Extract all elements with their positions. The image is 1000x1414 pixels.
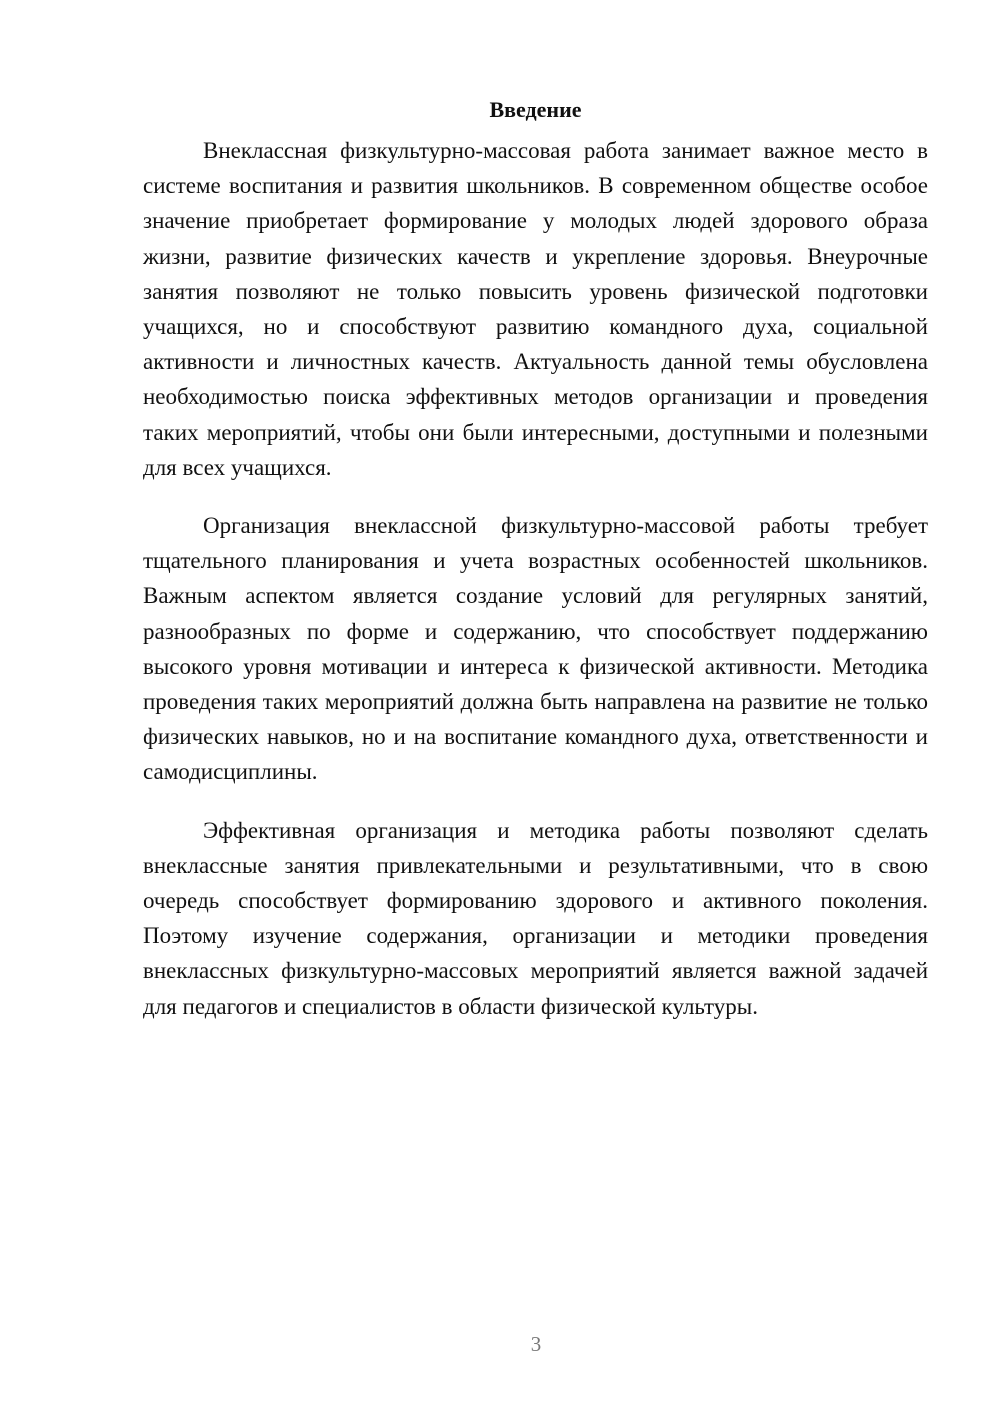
document-body <box>143 92 928 1047</box>
section-title: Введение <box>489 97 582 122</box>
paragraph-1: Внеклассная физкультурно-массовая работа занимает важное место в системе воспитания и развития школьников. В современном обществе особое значение приобретает формирование у молодых людей здорового образа жизни, развитие физических качеств и укрепление здоровья. Внеурочные занятия позволяют не только повысить уровень физической подготовки учащихся, но и способствуют развитию командного духа, социальной активности и личностных качеств. Актуальность данной темы обусловлена необходимостью поиска эффективных методов организации и проведения таких мероприятий, чтобы они были интересными, доступными и полезными для всех учащихся. <box>143 138 928 480</box>
paragraph-3: Эффективная организация и методика работы позволяют сделать внеклассные занятия привлекательными и результативными, что в свою очередь способствует формированию здорового и активного поколения. Поэтому изучение содержания, организации и методики проведения внеклассных физкультурно-массовых мероприятий является важной задачей для педагогов и специалистов в области физической культуры. <box>143 817 928 1019</box>
paragraph-2: Организация внеклассной физкультурно-массовой работы требует тщательного планирования и учета возрастных особенностей школьников. Важным аспектом является создание условий для регулярных занятий, разнообразных по форме и содержанию, что способствует поддержанию высокого уровня мотивации и интереса к физической активности. Методика проведения таких мероприятий должна быть направлена на развитие не только физических навыков, но и на воспитание командного духа, ответственности и самодисциплины. <box>143 513 928 785</box>
page-number: 3 <box>530 1332 542 1356</box>
